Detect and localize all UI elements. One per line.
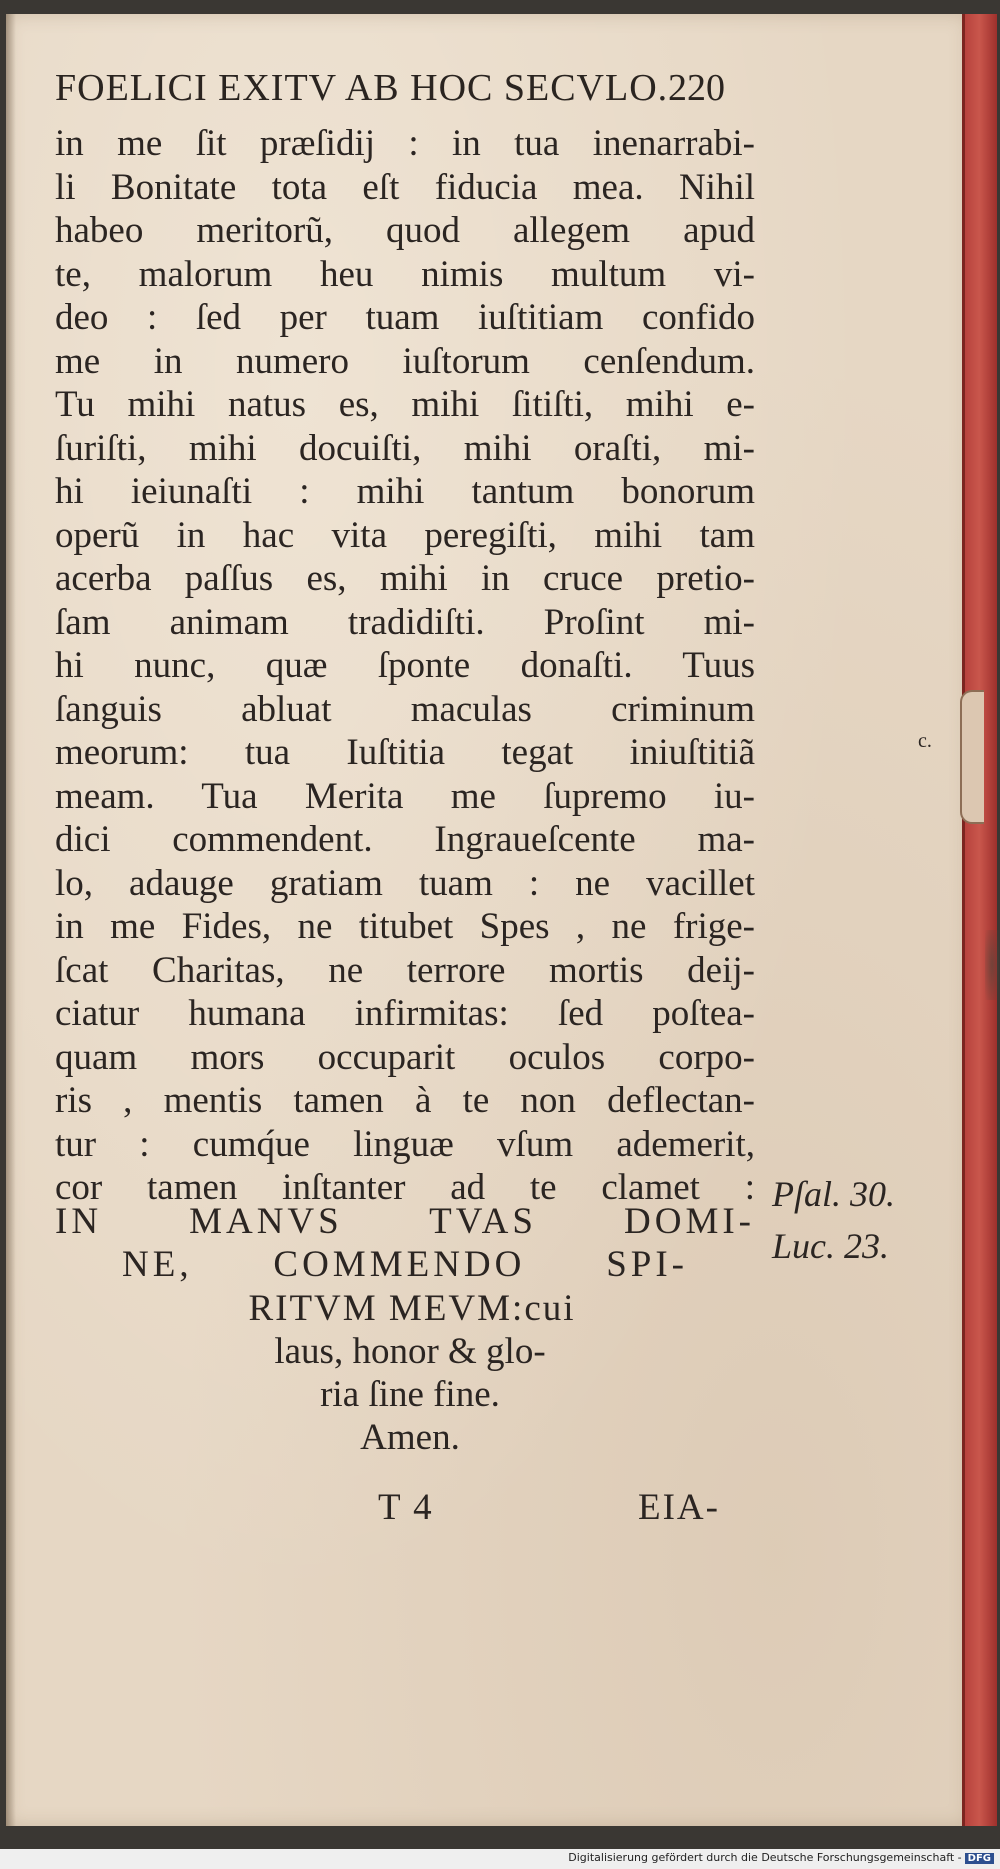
text-line: dici commendent. Ingraueſcente ma-: [55, 819, 755, 860]
text-line: in me Fides, ne titubet Spes , ne frige-: [55, 906, 755, 947]
text-line: in me ſit præſidij : in tua inenarrabi-: [55, 123, 755, 164]
text-line: meorum: tua Iuſtitia tegat iniuſtitiã: [55, 732, 755, 773]
catchword: EIA-: [638, 1487, 720, 1528]
running-head: FOELICI EXITV AB HOC SECVLO.: [55, 67, 669, 109]
footer-credit: [568, 1851, 994, 1864]
text-line: hi ieiunaſti : mihi tantum bonorum: [55, 471, 755, 512]
text-line: quam mors occuparit oculos corpo-: [55, 1036, 755, 1078]
marginal-note-luke: Luc. 23.: [772, 1226, 889, 1266]
gutter-shadow: [6, 14, 16, 1826]
closing-line: ria ſine fine.: [320, 1374, 500, 1415]
text-line: deo : ſed per tuam iuſtitiam confido: [55, 297, 755, 338]
text-line: habeo meritorũ, quod allegem apud: [55, 210, 755, 251]
text-line: te, malorum heu nimis multum vi-: [55, 253, 755, 295]
text-line: meam. Tua Merita me ſupremo iu-: [55, 775, 755, 817]
text-line: ſam animam tradidiſti. Proſint mi-: [55, 601, 755, 643]
text-line: lo, adauge gratiam tuam : ne vacillet: [55, 862, 755, 904]
text-line: operũ in hac vita peregiſti, mihi tam: [55, 514, 755, 556]
dfg-logo: DFG: [965, 1853, 994, 1864]
text-line: Tu mihi natus es, mihi ſitiſti, mihi e-: [55, 384, 755, 425]
text-line: ſanguis abluat maculas criminum: [55, 688, 755, 730]
closing-caps-line: IN MANVS TVAS DOMI-: [55, 1201, 755, 1242]
closing-caps-line: NE, COMMENDO SPI-: [122, 1244, 688, 1285]
page-number: 220: [668, 67, 725, 109]
text-line: me in numero iuſtorum cenſendum.: [55, 340, 755, 382]
closing-line: Amen.: [360, 1417, 460, 1458]
body-text: [55, 122, 755, 1210]
text-line: hi nunc, quæ ſponte donaſti. Tuus: [55, 645, 755, 686]
text-line: cor tamen inſtanter ad te clamet :: [55, 1167, 755, 1208]
thumb-tab: [960, 690, 984, 824]
signature-mark: T 4: [378, 1487, 434, 1528]
closing-line: laus, honor & glo-: [274, 1331, 546, 1372]
text-line: tur : cumq́ue linguæ vſum ademerit,: [55, 1123, 755, 1165]
text-line: li Bonitate tota eſt fiducia mea. Nihil: [55, 166, 755, 208]
red-page-edge: [962, 14, 997, 1826]
closing-caps-line: RITVM MEVM:cui: [248, 1288, 576, 1329]
text-line: ſuriſti, mihi docuiſti, mihi oraſti, mi-: [55, 427, 755, 469]
text-line: ſcat Charitas, ne terrore mortis deij-: [55, 949, 755, 991]
footer-credit-text: Digitalisierung gefördert durch die Deutsche Forschungsgemeinschaft -: [568, 1851, 962, 1864]
marginal-mark: c.: [918, 730, 932, 752]
edge-stain: [985, 930, 999, 1000]
text-line: acerba paſſus es, mihi in cruce pretio-: [55, 558, 755, 599]
text-line: ris , mentis tamen à te non deflectan-: [55, 1080, 755, 1121]
marginal-note-psalm: Pſal. 30.: [772, 1174, 895, 1214]
text-line: ciatur humana infirmitas: ſed poſtea-: [55, 993, 755, 1034]
